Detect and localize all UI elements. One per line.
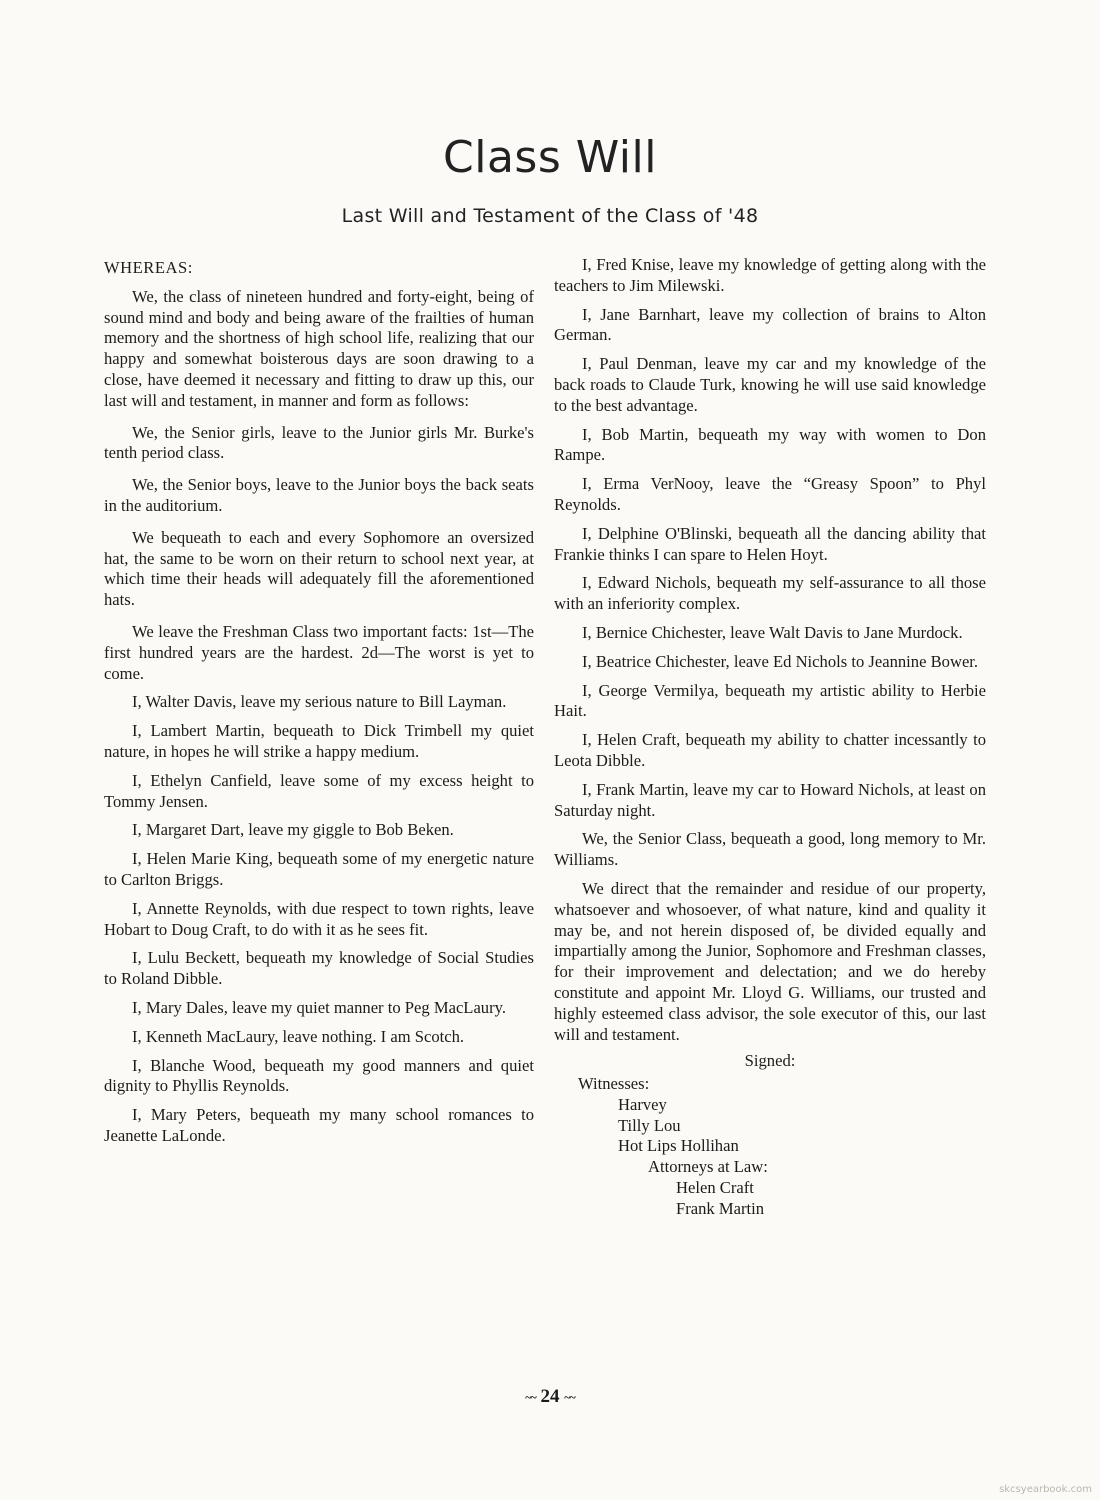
page-subtitle: Last Will and Testament of the Class of '48 <box>341 205 759 227</box>
paragraph: I, Margaret Dart, leave my giggle to Bob Beken. <box>132 820 454 840</box>
paragraph: I, Helen Craft, bequeath my ability to chatter incessantly to Leota Dibble. <box>554 730 986 770</box>
witness-name: Harvey <box>618 1094 667 1114</box>
paragraph: I, Paul Denman, leave my car and my knowledge of the back roads to Claude Turk, knowing he will use said knowledge to the best advantage. <box>554 354 986 415</box>
paragraph: I, Mary Dales, leave my quiet manner to Peg MacLaury. <box>132 997 506 1017</box>
paragraph: We, the Senior boys, leave to the Junior boys the back seats in the auditorium. <box>104 475 534 515</box>
attorney-name: Helen Craft <box>676 1178 754 1198</box>
paragraph: I, Lulu Beckett, bequeath my knowledge of Social Studies to Roland Dibble. <box>104 948 534 989</box>
paragraph: We, the class of nineteen hundred and forty-eight, being of sound mind and body and being aware of the frailties of human memory and the shortness of high school life, realizing that our happy and somewhat boisterous days are soon drawing to a close, have deemed it necessary and fitting to draw up this, our last will and testament, in manner and form as follows: <box>104 286 534 410</box>
paragraph: We bequeath to each and every Sophomore an oversized hat, the same to be worn on their return to school next year, at which time their heads will adequately fill the aforementioned hats. <box>104 527 534 610</box>
paragraph: I, Edward Nichols, bequeath my self-assurance to all those with an inferiority complex. <box>554 573 986 614</box>
attorneys-label: Attorneys at Law: <box>648 1157 768 1177</box>
paragraph: I, Bernice Chichester, leave Walt Davis to Jane Murdock. <box>582 622 963 642</box>
witnesses-label: Witnesses: <box>578 1074 650 1094</box>
signed-label: Signed: <box>744 1051 796 1071</box>
paragraph: I, Blanche Wood, bequeath my good manners and quiet dignity to Phyllis Reynolds. <box>104 1055 534 1096</box>
page-title: Class Will <box>443 132 657 183</box>
paragraph: I, Ethelyn Canfield, leave some of my excess height to Tommy Jensen. <box>104 770 534 811</box>
paragraph: I, Kenneth MacLaury, leave nothing. I am Scotch. <box>132 1026 465 1046</box>
paragraph: I, Lambert Martin, bequeath to Dick Trimbell my quiet nature, in hopes he will strike a happy medium. <box>104 721 534 761</box>
paragraph: I, Bob Martin, bequeath my way with women to Don Rampe. <box>554 424 986 465</box>
paragraph: I, Erma VerNooy, leave the “Greasy Spoon” to Phyl Reynolds. <box>554 474 986 514</box>
paragraph: I, Delphine O'Blinski, bequeath all the dancing ability that Frankie thinks I can spare to Helen Hoyt. <box>554 523 986 564</box>
paragraph: I, Jane Barnhart, leave my collection of brains to Alton German. <box>554 304 986 345</box>
ornament-left: ~~ <box>525 1390 536 1405</box>
paragraph: We, the Senior Class, bequeath a good, long memory to Mr. Williams. <box>554 829 986 870</box>
paragraph: I, Helen Marie King, bequeath some of my energetic nature to Carlton Briggs. <box>104 849 534 889</box>
paragraph: We leave the Freshman Class two important facts: 1st—The first hundred years are the hardest. 2d—The worst is yet to come. <box>104 621 534 683</box>
paragraph: WHEREAS: <box>104 258 193 277</box>
witness-name: Hot Lips Hollihan <box>618 1136 739 1156</box>
page-number-value: 24 <box>540 1386 560 1407</box>
paragraph: I, Beatrice Chichester, leave Ed Nichols to Jeannine Bower. <box>582 651 979 671</box>
paragraph: We, the Senior girls, leave to the Junior girls Mr. Burke's tenth period class. <box>104 422 534 463</box>
paragraph: I, Mary Peters, bequeath my many school romances to Jeanette LaLonde. <box>104 1105 534 1145</box>
paragraph: I, Walter Davis, leave my serious nature to Bill Layman. <box>132 692 507 712</box>
watermark-credit: skcsyearbook.com <box>999 1484 1092 1495</box>
paragraph: I, George Vermilya, bequeath my artistic ability to Herbie Hait. <box>554 680 986 721</box>
attorney-name: Frank Martin <box>676 1198 765 1218</box>
witness-name: Tilly Lou <box>618 1115 681 1135</box>
left-column <box>104 258 534 1147</box>
paragraph: I, Fred Knise, leave my knowledge of getting along with the teachers to Jim Milewski. <box>554 255 986 295</box>
right-column <box>554 255 986 1220</box>
ornament-right: ~~ <box>564 1390 575 1405</box>
page-number <box>0 1386 1100 1408</box>
paragraph: I, Annette Reynolds, with due respect to town rights, leave Hobart to Doug Craft, to do with it as he sees fit. <box>104 898 534 939</box>
paragraph: I, Frank Martin, leave my car to Howard Nichols, at least on Saturday night. <box>554 779 986 820</box>
paragraph: We direct that the remainder and residue of our property, whatsoever and whosoever, of what nature, kind and quality it may be, and not herein disposed of, be divided equally and impartially among the Junior, Sophomore and Freshman classes, for their improvement and delectation; and we do hereby constitute and appoint Mr. Lloyd G. Williams, our trusted and highly esteemed class advisor, the sole executor of this, our last will and testament. <box>554 878 986 1044</box>
